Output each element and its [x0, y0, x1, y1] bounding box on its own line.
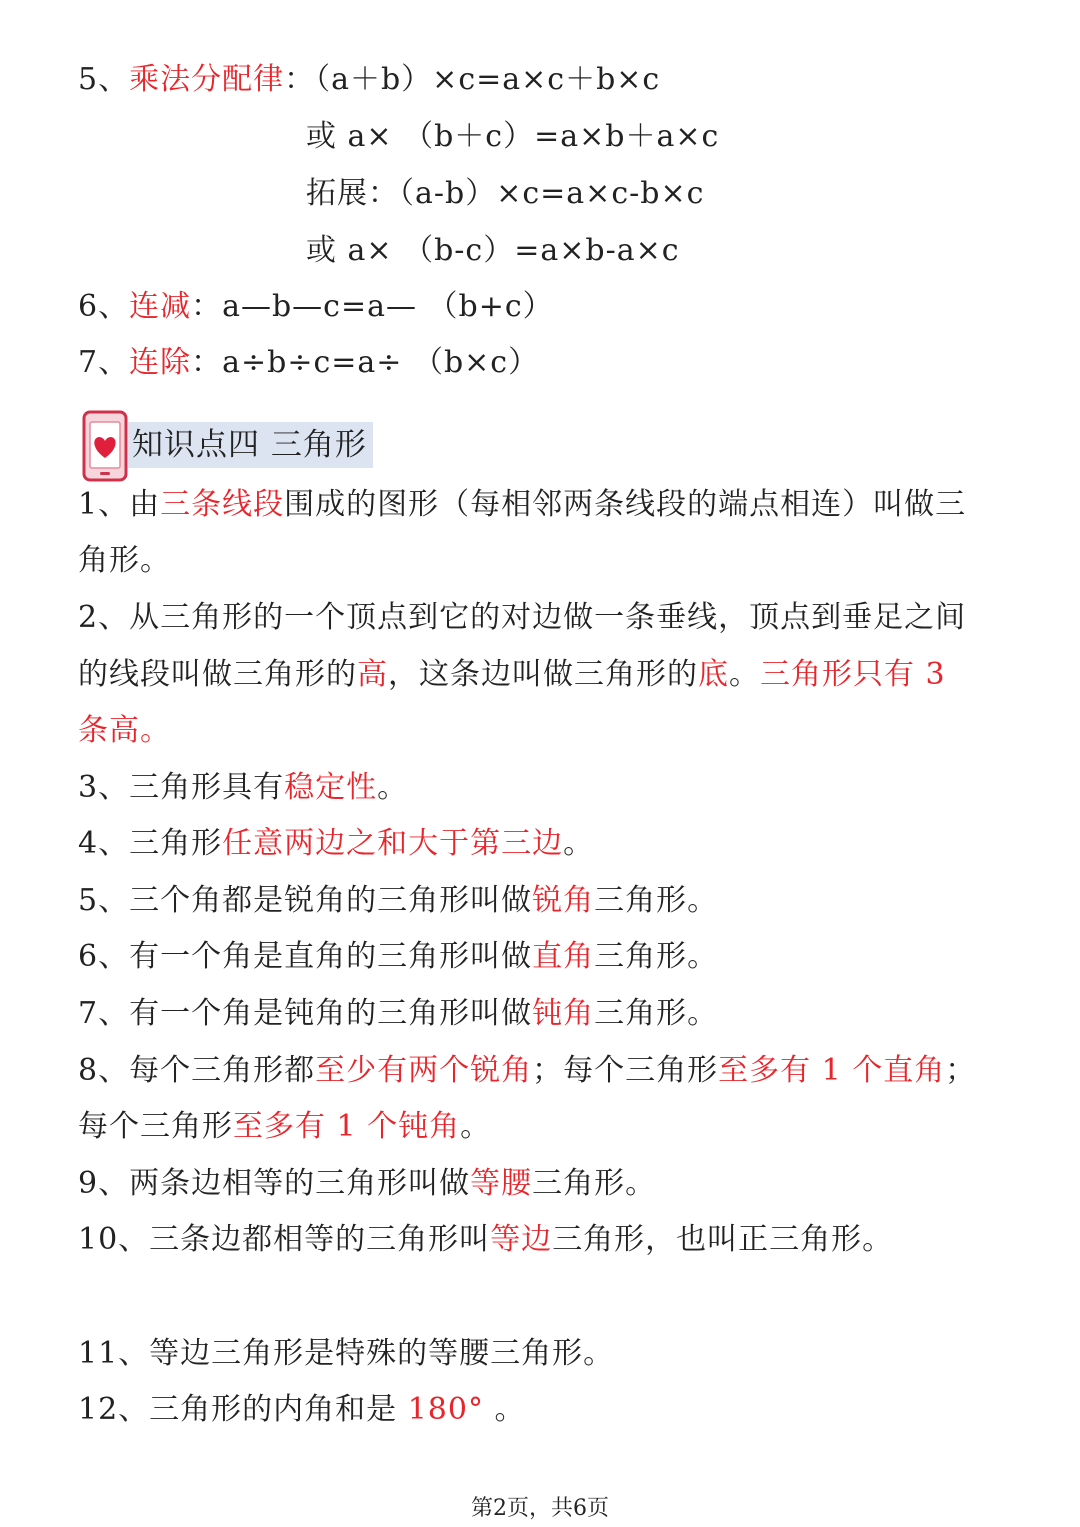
highlight-text: 乘法分配律	[129, 62, 285, 97]
line-22	[78, 1390, 526, 1430]
line-18	[78, 1107, 491, 1147]
body-text: 。	[460, 1109, 492, 1144]
body-text: 。	[483, 1392, 526, 1427]
line-10	[78, 655, 946, 695]
highlight-text: 任意两边之和大于第三边	[222, 826, 564, 861]
highlight-text: 底	[698, 657, 729, 692]
body-text: ，这条边叫做三角形的	[388, 657, 698, 692]
highlight-text: 条高。	[78, 713, 171, 748]
body-text: ；每个三角形	[532, 1053, 719, 1088]
body-text: 9、两条边相等的三角形叫做	[78, 1166, 471, 1201]
line-16	[78, 994, 718, 1034]
line-20	[78, 1220, 893, 1260]
line-11	[78, 711, 171, 751]
highlight-text: 三角形只有 3	[760, 657, 946, 692]
body-text: ：a—b—c=a— （b+c）	[191, 289, 554, 324]
highlight-text: 等边	[490, 1222, 553, 1257]
line-9	[78, 598, 966, 638]
line-21	[78, 1334, 614, 1374]
body-text: 5、	[78, 62, 130, 97]
highlight-text: 连除	[129, 345, 192, 380]
line-13	[78, 824, 594, 864]
highlight-text: 稳定性	[284, 770, 378, 805]
body-text: 的线段叫做三角形的	[78, 657, 357, 692]
highlight-text: 锐角	[532, 883, 595, 918]
body-text: ：（a＋b）×c=a×c＋b×c	[284, 62, 661, 97]
line-3	[306, 174, 704, 214]
section-header	[82, 410, 373, 480]
body-text: 12、三角形的内角和是	[78, 1392, 408, 1427]
line-14	[78, 881, 718, 921]
highlight-text: 180°	[407, 1392, 484, 1427]
body-text: 三角形。	[594, 939, 719, 974]
body-text: ；	[945, 1053, 977, 1088]
body-text: 7、有一个角是钝角的三角形叫做	[78, 996, 533, 1031]
line-6	[78, 343, 539, 383]
highlight-text: 三条线段	[160, 487, 285, 522]
body-text: 11、等边三角形是特殊的等腰三角形。	[78, 1336, 615, 1371]
highlight-text: 等腰	[470, 1166, 533, 1201]
line-15	[78, 937, 718, 977]
body-text: 。	[377, 770, 409, 805]
highlight-text: 高	[357, 657, 388, 692]
body-text: 。	[563, 826, 595, 861]
highlight-text: 至多有 1 个钝角	[233, 1109, 461, 1144]
highlight-text: 至多有 1 个直角	[718, 1053, 946, 1088]
phone-heart-icon	[82, 410, 122, 480]
highlight-text: 连减	[129, 289, 192, 324]
body-text: 角形。	[78, 543, 171, 578]
body-text: 三角形，也叫正三角形。	[552, 1222, 894, 1257]
line-5	[78, 287, 554, 327]
body-text: 三角形。	[594, 883, 719, 918]
body-text: 1、由	[78, 487, 161, 522]
highlight-text: 钝角	[532, 996, 595, 1031]
body-text: 。	[729, 657, 760, 692]
line-4	[306, 231, 680, 271]
body-text: 3、三角形具有	[78, 770, 285, 805]
line-7	[78, 485, 966, 525]
body-text: 拓展：（a-b）×c=a×c-b×c	[306, 176, 705, 211]
body-text: 围成的图形（每相邻两条线段的端点相连）叫做三	[284, 487, 967, 522]
body-text: 6、	[78, 289, 130, 324]
body-text: 6、有一个角是直角的三角形叫做	[78, 939, 533, 974]
body-text: 或 a× （b＋c）=a×b＋a×c	[306, 119, 720, 154]
body-text: 10、三条边都相等的三角形叫	[78, 1222, 491, 1257]
body-text: 每个三角形	[78, 1109, 233, 1144]
page-footer: 第2页，共6页	[471, 1496, 609, 1521]
line-17	[78, 1051, 976, 1091]
line-2	[306, 117, 719, 157]
highlight-text: 直角	[532, 939, 595, 974]
highlight-text: 至少有两个锐角	[315, 1053, 533, 1088]
body-text: ：a÷b÷c=a÷ （b×c）	[191, 345, 540, 380]
body-text: 2、从三角形的一个顶点到它的对边做一条垂线，顶点到垂足之间	[78, 600, 967, 635]
body-text: 7、	[78, 345, 130, 380]
body-text: 5、三个角都是锐角的三角形叫做	[78, 883, 533, 918]
line-12	[78, 768, 408, 808]
section-title: 知识点四 三角形	[128, 422, 373, 468]
body-text: 三角形。	[594, 996, 719, 1031]
body-text: 4、三角形	[78, 826, 223, 861]
body-text: 三角形。	[532, 1166, 657, 1201]
line-1	[78, 60, 660, 100]
line-8	[78, 541, 171, 581]
body-text: 8、每个三角形都	[78, 1053, 316, 1088]
line-19	[78, 1164, 656, 1204]
body-text: 或 a× （b-c）=a×b-a×c	[306, 233, 680, 268]
